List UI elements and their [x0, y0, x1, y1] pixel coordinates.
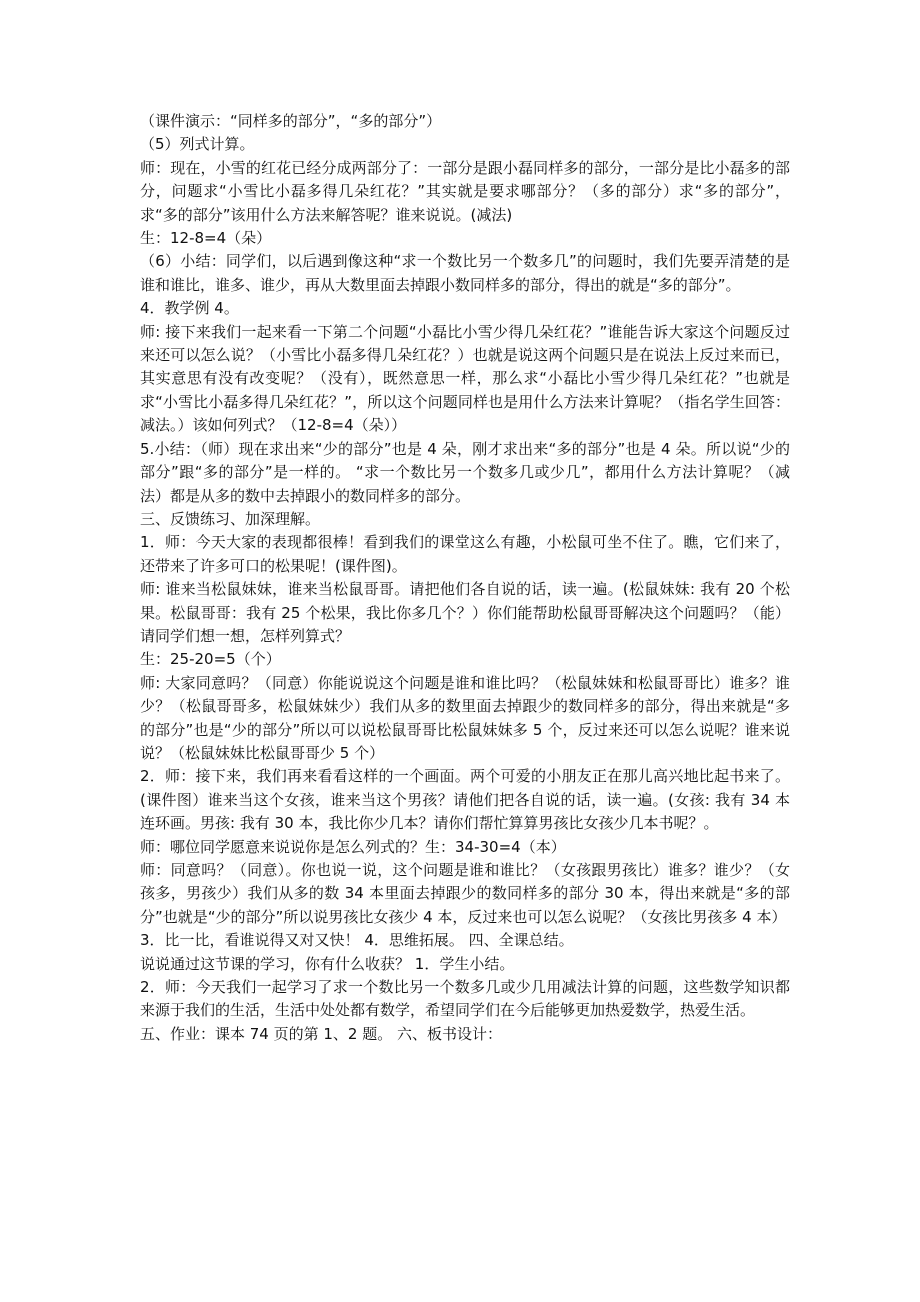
paragraph-step-6-summary: （6）小结：同学们，以后遇到像这种“求一个数比另一个数多几”的问题时，我们先要弄清楚的是谁和谁比，谁多、谁少，再从大数里面去掉跟小数同样多的部分，得出的就是“多的部分”。	[140, 252, 790, 294]
paragraph-squirrel-discussion: 师: 大家同意吗？（同意）你能说说这个问题是谁和谁比吗？（松鼠妹妹和松鼠哥哥比）谁多？谁少？（松鼠哥哥多，松鼠妹妹少）我们从多的数里面去掉跟少的数同样多的部分，得出来就是“多的部分”也是“少的部分”所以可以说松鼠哥哥比松鼠妹妹多 5 个，反过来还可以怎么说呢？谁来说说？（松鼠妹妹比松鼠哥哥少 5 个）	[140, 673, 790, 762]
paragraph-exercise-2-intro: 2．师：接下来，我们再来看看这样的一个画面。两个可爱的小朋友正在那儿高兴地比起书来了。(课件图）谁来当这个女孩，谁来当这个男孩？请他们把各自说的话，读一遍。(女孩: 我有 34 本连环画。男孩: 我有 30 本，我比你少几本？请你们帮忙算算男孩比女孩少几本书呢？。	[140, 767, 790, 833]
paragraph-gains-question: 说说通过这节课的学习，你有什么收获？ 1．学生小结。	[140, 954, 515, 973]
paragraph-teacher-explains-parts: 师：现在，小雪的红花已经分成两部分了：一部分是跟小磊同样多的部分，一部分是比小磊多的部分，问题求“小雪比小磊多得几朵红花？”其实就是要求哪部分？（多的部分）求“多的部分”，求“多的部分”该用什么方法来解答呢？谁来说说。(减法)	[140, 158, 790, 224]
paragraph-exercise-1-intro: 1．师：今天大家的表现都很棒！看到我们的课堂这么有趣，小松鼠可坐不住了。瞧，它们来了，还带来了许多可口的松果呢！(课件图)。	[140, 533, 790, 575]
paragraph-summary-5: 5.小结：（师）现在求出来“少的部分”也是 4 朵，刚才求出来“多的部分”也是 4 朵。所以说“少的部分”跟“多的部分”是一样的。 “求一个数比另一个数多几或少几”，都用什么方法计算呢？（减法）都是从多的数中去掉跟小的数同样多的部分。	[140, 439, 790, 505]
paragraph-teacher-closing: 2．师：今天我们一起学习了求一个数比另一个数多几或少几用减法计算的问题，这些数学知识都来源于我们的生活，生活中处处都有数学，希望同学们在今后能够更加热爱数学，热爱生活。	[140, 978, 790, 1020]
paragraph-student-answer-3: 师：哪位同学愿意来说说你是怎么列式的？生：34-30=4（本）	[140, 837, 566, 856]
paragraph-student-answer-2: 生：25-20=5（个）	[140, 650, 281, 669]
paragraph-squirrel-dialogue: 师: 谁来当松鼠妹妹，谁来当松鼠哥哥。请把他们各自说的话，读一遍。(松鼠妹妹: 我有 20 个松果。松鼠哥哥：我有 25 个松果，我比你多几个？）你们能帮助松鼠哥哥解决这个问题吗？（能）请同学们想一想，怎样列算式？	[140, 580, 790, 645]
document-page	[140, 110, 790, 1046]
paragraph-teacher-second-question: 师: 接下来我们一起来看一下第二个问题“小磊比小雪少得几朵红花？”谁能告诉大家这个问题反过来还可以怎么说？（小雪比小磊多得几朵红花？）也就是说这两个问题只是在说法上反过来而已，其实意思有没有改变呢？（没有），既然意思一样，那么求“小磊比小雪少得几朵红花？”也就是求“小雪比小磊多得几朵红花？”，所以这个问题同样也是用什么方法来计算呢？（指名学生回答：减法。）该如何列式？（12-8=4（朵））	[140, 322, 790, 435]
paragraph-step-5-heading: （5）列式计算。	[140, 135, 255, 154]
paragraph-student-answer-1: 生：12-8=4（朵）	[140, 229, 272, 248]
paragraph-homework-and-board: 五、作业：课本 74 页的第 1、2 题。 六、板书设计：	[140, 1024, 503, 1043]
paragraph-compare-and-review: 3．比一比，看谁说得又对又快！ 4．思维拓展。 四、全课总结。	[140, 931, 574, 950]
paragraph-courseware-demo: （课件演示：“同样多的部分”，“多的部分”）	[140, 112, 442, 130]
paragraph-section-3-heading: 三、反馈练习、加深理解。	[140, 509, 321, 528]
paragraph-book-discussion: 师：同意吗？（同意）。你也说一说，这个问题是谁和谁比？（女孩跟男孩比）谁多？谁少？（女孩多，男孩少）我们从多的数 34 本里面去掉跟少的数同样多的部分 30 本，得出来就是“多的部分”也就是“少的部分”所以说男孩比女孩少 4 本，反过来也可以怎么说呢？（女孩比男孩多 4 本）	[140, 861, 790, 926]
paragraph-example-4-heading: 4．教学例 4。	[140, 299, 239, 318]
